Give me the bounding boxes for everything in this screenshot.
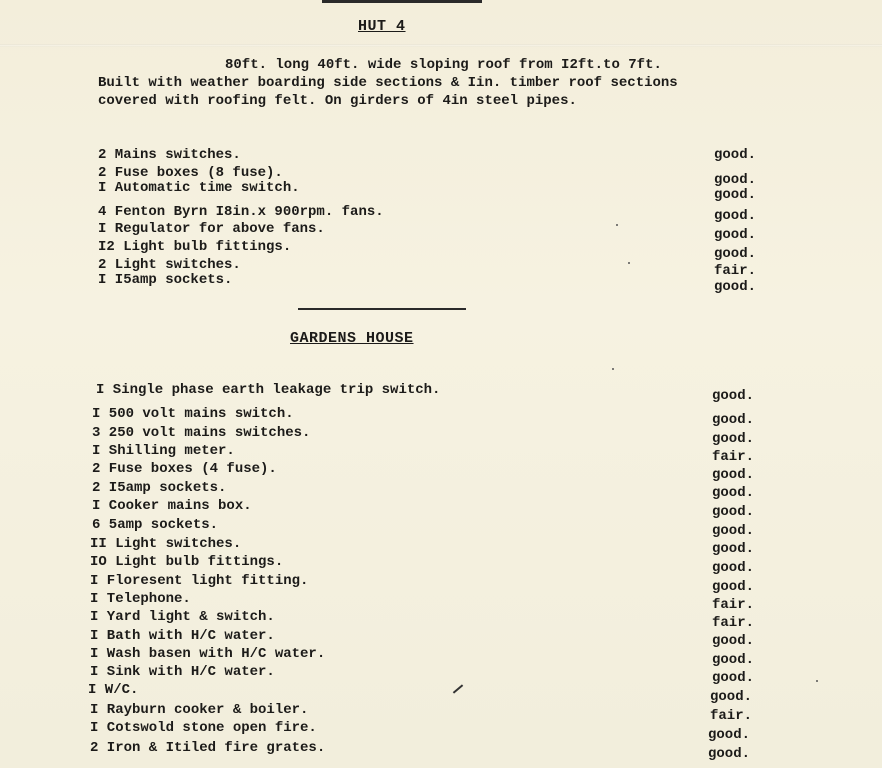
inventory-row [0, 702, 882, 724]
condition-text: good. [712, 523, 755, 539]
inventory-row [0, 664, 882, 686]
item-text: 6 5amp sockets. [92, 517, 219, 533]
inventory-row [0, 443, 882, 465]
condition-text: good. [714, 187, 757, 203]
inventory-row [0, 573, 882, 595]
item-text: I W/C. [88, 682, 139, 698]
item-text: 4 Fenton Byrn I8in.x 900rpm. fans. [98, 204, 384, 220]
item-text: I Cooker mains box. [92, 498, 252, 514]
condition-text: fair. [714, 263, 757, 279]
gardens-house-title: GARDENS HOUSE [290, 330, 414, 347]
item-text: 2 Iron & Itiled fire grates. [90, 740, 326, 756]
inventory-row [0, 554, 882, 576]
inventory-row [0, 406, 882, 428]
inventory-row [0, 628, 882, 649]
condition-text: good. [714, 279, 757, 295]
item-text: II Light switches. [90, 536, 242, 552]
condition-text: good. [712, 652, 755, 668]
condition-text: good. [714, 147, 757, 163]
item-text: I I5amp sockets. [98, 272, 233, 288]
hut4-description-line: 80ft. long 40ft. wide sloping roof from I2ft.to 7ft. [225, 57, 662, 73]
condition-text: good. [712, 633, 755, 649]
inventory-row [0, 204, 882, 222]
condition-text: fair. [712, 449, 755, 465]
item-text: I Telephone. [90, 591, 191, 607]
item-text: 3 250 volt mains switches. [92, 425, 311, 441]
paper-speck [612, 368, 614, 370]
hut4-description [98, 56, 678, 110]
condition-text: good. [712, 412, 755, 428]
inventory-row [0, 646, 882, 668]
item-text: 2 Fuse boxes (8 fuse). [98, 165, 283, 181]
top-edge-mark [322, 0, 482, 3]
item-text: 2 Fuse boxes (4 fuse). [92, 461, 277, 477]
item-text: 2 Mains switches. [98, 147, 241, 163]
condition-text: good. [714, 172, 757, 188]
inventory-row [0, 382, 882, 404]
condition-text: good. [710, 689, 753, 705]
item-text: 2 Light switches. [98, 257, 241, 273]
inventory-row [0, 609, 882, 631]
condition-text: good. [712, 485, 755, 501]
item-text: I Sink with H/C water. [90, 664, 275, 680]
section-divider [298, 308, 466, 310]
item-text: I Yard light & switch. [90, 609, 275, 625]
inventory-row [0, 147, 882, 165]
item-text: I Wash basen with H/C water. [90, 646, 326, 662]
condition-text: good. [712, 541, 755, 557]
paper-fold [0, 44, 882, 47]
condition-text: fair. [712, 615, 755, 631]
inventory-row [0, 239, 882, 262]
inventory-row [0, 498, 882, 520]
inventory-row [0, 461, 882, 483]
item-text: I Cotswold stone open fire. [90, 720, 317, 736]
inventory-row [0, 720, 882, 743]
condition-text: good. [714, 208, 757, 224]
condition-text: good. [712, 431, 755, 447]
hut4-description-line: covered with roofing felt. On girders of 4in steel pipes. [98, 93, 577, 109]
inventory-row [0, 536, 882, 557]
item-text: I Floresent light fitting. [90, 573, 309, 589]
item-text: I Automatic time switch. [98, 180, 300, 196]
inventory-row [0, 180, 882, 203]
hut4-title: HUT 4 [358, 18, 406, 35]
item-text: 2 I5amp sockets. [92, 480, 227, 496]
condition-text: good. [708, 746, 751, 762]
condition-text: good. [714, 227, 757, 243]
condition-text: good. [712, 467, 755, 483]
item-text: I 500 volt mains switch. [92, 406, 294, 422]
inventory-row [0, 425, 882, 447]
inventory-row [0, 682, 882, 705]
condition-text: good. [712, 670, 755, 686]
item-text: IO Light bulb fittings. [90, 554, 284, 570]
condition-text: good. [708, 727, 751, 743]
item-text: I Shilling meter. [92, 443, 235, 459]
item-text: I Single phase earth leakage trip switch. [96, 382, 441, 398]
paper-speck [616, 224, 618, 226]
condition-text: good. [712, 560, 755, 576]
condition-text: fair. [712, 597, 755, 613]
condition-text: good. [712, 579, 755, 595]
condition-text: good. [712, 388, 755, 404]
condition-text: good. [714, 246, 757, 262]
condition-text: good. [712, 504, 755, 520]
inventory-row [0, 480, 882, 501]
inventory-row [0, 517, 882, 539]
item-text: I Bath with H/C water. [90, 628, 275, 644]
item-text: I2 Light bulb fittings. [98, 239, 292, 255]
hut4-description-line: Built with weather boarding side sections & Iin. timber roof sections [98, 75, 678, 91]
item-text: I Regulator for above fans. [98, 221, 325, 237]
paper-speck [628, 262, 630, 264]
inventory-row [0, 221, 882, 243]
inventory-row [0, 272, 882, 295]
inventory-row [0, 591, 882, 613]
inventory-row [0, 740, 882, 762]
item-text: I Rayburn cooker & boiler. [90, 702, 309, 718]
paper-speck [816, 680, 818, 682]
condition-text: fair. [710, 708, 753, 724]
